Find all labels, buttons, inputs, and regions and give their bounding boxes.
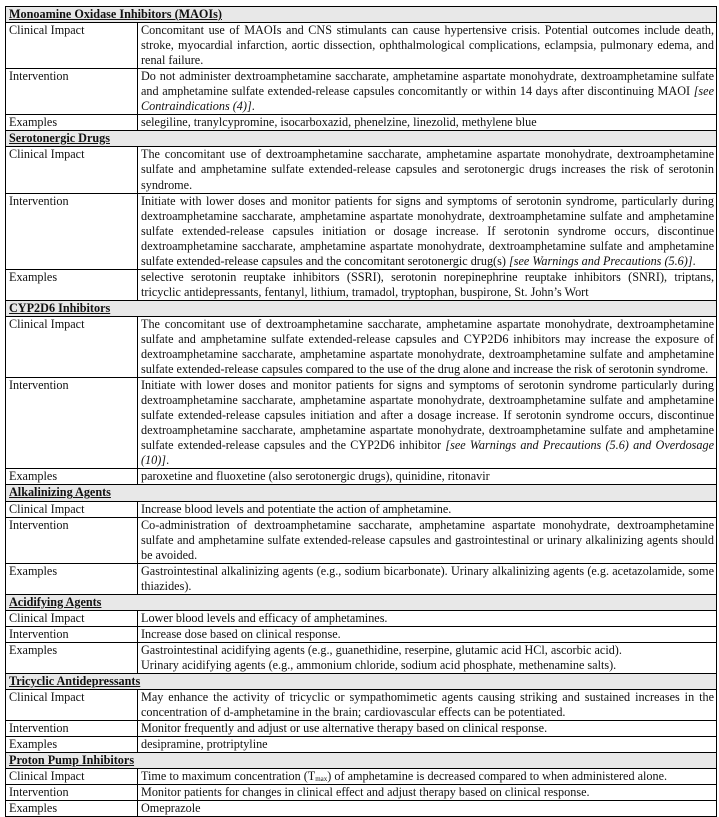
row-text	[138, 769, 717, 785]
tmax-subscript: max	[315, 775, 328, 784]
section-header-maois	[6, 7, 717, 23]
row-label: Intervention	[6, 378, 138, 469]
table-row-intervention	[6, 69, 717, 115]
row-text: selective serotonin reuptake inhibitors (SSRI), serotonin norepinephrine reuptake inhibitors (SNRI), triptans, tricyclic antidepressants, fentanyl, lithium, tramadol, tryptophan, buspirone, St. John’s Wort	[138, 269, 717, 300]
section-title: Proton Pump Inhibitors	[9, 753, 135, 768]
drug-interactions-document	[5, 6, 716, 817]
row-text: Monitor frequently and adjust or use alternative therapy based on clinical response.	[138, 721, 717, 737]
table-row-intervention	[6, 378, 717, 469]
row-label: Intervention	[6, 626, 138, 642]
row-text: Increase dose based on clinical response.	[138, 626, 717, 642]
row-label: Intervention	[6, 785, 138, 801]
row-text-end: ) of amphetamine is decreased compared to when administered alone.	[327, 769, 668, 784]
table-row-intervention	[6, 785, 717, 801]
row-text: Gastrointestinal alkalinizing agents (e.g., sodium bicarbonate). Urinary alkalinizing agents (e.g. acetazolamide, some thiazides).	[138, 563, 717, 594]
row-label: Intervention	[6, 193, 138, 269]
table-row-clinical-impact	[6, 769, 717, 785]
section-header-acidifying-agents	[6, 594, 717, 610]
row-text-line: Gastrointestinal acidifying agents (e.g., guanethidine, reserpine, glutamic acid HCl, ascorbic acid).	[141, 642, 622, 657]
row-label: Clinical Impact	[6, 690, 138, 721]
table-row-examples	[6, 801, 717, 817]
table-row-clinical-impact	[6, 23, 717, 69]
section-title: CYP2D6 Inhibitors	[9, 300, 111, 315]
table-row-clinical-impact	[6, 147, 717, 193]
row-label: Intervention	[6, 69, 138, 115]
row-text: desipramine, protriptyline	[138, 737, 717, 753]
table-row-examples	[6, 115, 717, 131]
row-text: Lower blood levels and efficacy of amphetamines.	[138, 610, 717, 626]
section-title: Monoamine Oxidase Inhibitors (MAOIs)	[9, 7, 222, 21]
section-header-proton-pump-inhibitors	[6, 753, 717, 769]
row-text: Co-administration of dextroamphetamine saccharate, amphetamine aspartate monohydrate, dextroamphetamine sulfate and amphetamine sulfate extended-release capsules and gastrointestinal or urinary alkalinizing agents should be avoided.	[138, 517, 717, 563]
row-text-main: Initiate with lower doses and monitor patients for signs and symptoms of serotonin syndrome particularly during dextroamphetamine saccharate, amphetamine aspartate monohydrate, dextroamphetamine sulfate and amphetamine sulfate extended-release capsules initiation and after a dosage increase. If serotonin syndrome occurs, discontinue dextroamphetamine saccharate, amphetamine aspartate monohydrate, dextroamphetamine sulfate and amphetamine sulfate extended-release capsules and the CYP2D6 inhibitor	[141, 378, 714, 453]
row-label: Examples	[6, 469, 138, 485]
cross-reference-link[interactable]: [see Contraindications (4)]	[141, 84, 714, 114]
table-row-examples	[6, 737, 717, 753]
row-label: Clinical Impact	[6, 147, 138, 193]
section-title: Serotonergic Drugs	[9, 131, 110, 146]
row-label: Clinical Impact	[6, 769, 138, 785]
section-title: Alkalinizing Agents	[9, 485, 111, 500]
table-row-intervention	[6, 626, 717, 642]
table-row-clinical-impact	[6, 690, 717, 721]
row-label: Examples	[6, 115, 138, 131]
table-row-intervention	[6, 517, 717, 563]
row-text: The concomitant use of dextroamphetamine saccharate, amphetamine aspartate monohydrate, dextroamphetamine sulfate and amphetamine sulfate extended-release capsules and CYP2D6 inhibitors may increase the exposure of dextroamphetamine saccharate, amphetamine aspartate monohydrate, dextroamphetamine sulfate and amphetamine sulfate extended-release capsules compared to the use of the drug alone and increase the risk of serotonin syndrome.	[138, 316, 717, 377]
table-row-examples	[6, 469, 717, 485]
row-text	[138, 193, 717, 269]
row-text: May enhance the activity of tricyclic or sympathomimetic agents causing striking and sustained increases in the concentration of d-amphetamine in the brain; cardiovascular effects can be potentiated.	[138, 690, 717, 721]
section-header-cyp2d6-inhibitors	[6, 300, 717, 316]
section-header-serotonergic-drugs	[6, 131, 717, 147]
row-text-main: Do not administer dextroamphetamine saccharate, amphetamine aspartate monohydrate, dextroamphetamine sulfate and amphetamine sulfate extended-release capsules concomitantly or within 14 days after discontinuing MAOI	[141, 69, 714, 99]
table-row-clinical-impact	[6, 316, 717, 377]
row-label: Examples	[6, 269, 138, 300]
row-label: Intervention	[6, 517, 138, 563]
table-row-intervention	[6, 193, 717, 269]
row-label: Examples	[6, 737, 138, 753]
row-label: Examples	[6, 642, 138, 673]
section-title: Acidifying Agents	[9, 594, 102, 609]
row-text-end: .	[692, 253, 696, 268]
row-text: Concomitant use of MAOIs and CNS stimulants can cause hypertensive crisis. Potential outcomes include death, stroke, myocardial infarction, aortic dissection, ophthalmological complications, eclampsia, pulmonary edema, and renal failure.	[138, 23, 717, 69]
row-text: selegiline, tranylcypromine, isocarboxazid, phenelzine, linezolid, methylene blue	[138, 115, 717, 131]
table-row-examples	[6, 269, 717, 300]
row-label: Clinical Impact	[6, 610, 138, 626]
cross-reference-link[interactable]: [see Warnings and Precautions (5.6) and Overdosage (10)]	[141, 438, 714, 468]
row-text	[138, 378, 717, 469]
row-text	[138, 642, 717, 673]
row-text-main: Initiate with lower doses and monitor patients for signs and symptoms of serotonin syndrome, particularly during dextroamphetamine saccharate, amphetamine aspartate monohydrate, dextroamphetamine sulfate and amphetamine sulfate extended-release capsules initiation or dosage increase. If serotonin syndrome occurs, discontinue dextroamphetamine saccharate, amphetamine aspartate monohydrate, dextroamphetamine sulfate and amphetamine sulfate extended-release capsules and the concomitant serotonergic drug(s)	[141, 193, 714, 268]
drug-interactions-table	[5, 6, 717, 817]
row-text-end: .	[251, 99, 255, 114]
row-text-line: Urinary acidifying agents (e.g., ammonium chloride, sodium acid phosphate, methenamine salts).	[141, 657, 617, 672]
section-header-tricyclic-antidepressants	[6, 674, 717, 690]
section-title: Tricyclic Antidepressants	[9, 674, 141, 689]
row-text: paroxetine and fluoxetine (also serotonergic drugs), quinidine, ritonavir	[138, 469, 717, 485]
table-row-examples	[6, 642, 717, 673]
cross-reference-link[interactable]: [see Warnings and Precautions (5.6)]	[508, 253, 693, 268]
table-row-intervention	[6, 721, 717, 737]
section-header-alkalinizing-agents	[6, 485, 717, 501]
row-text-end: .	[166, 453, 170, 468]
row-label: Clinical Impact	[6, 316, 138, 377]
row-text	[138, 69, 717, 115]
table-row-clinical-impact	[6, 610, 717, 626]
row-text: Increase blood levels and potentiate the action of amphetamine.	[138, 501, 717, 517]
row-label: Clinical Impact	[6, 23, 138, 69]
row-label: Intervention	[6, 721, 138, 737]
table-row-examples	[6, 563, 717, 594]
row-label: Examples	[6, 563, 138, 594]
row-label: Examples	[6, 801, 138, 817]
row-text: Monitor patients for changes in clinical effect and adjust therapy based on clinical response.	[138, 785, 717, 801]
table-row-clinical-impact	[6, 501, 717, 517]
row-text: The concomitant use of dextroamphetamine saccharate, amphetamine aspartate monohydrate, dextroamphetamine sulfate and amphetamine sulfate extended-release capsules and serotonergic drugs increases the risk of serotonin syndrome.	[138, 147, 717, 193]
row-text-main: Time to maximum concentration (T	[141, 769, 316, 784]
row-label: Clinical Impact	[6, 501, 138, 517]
row-text: Omeprazole	[138, 801, 717, 817]
